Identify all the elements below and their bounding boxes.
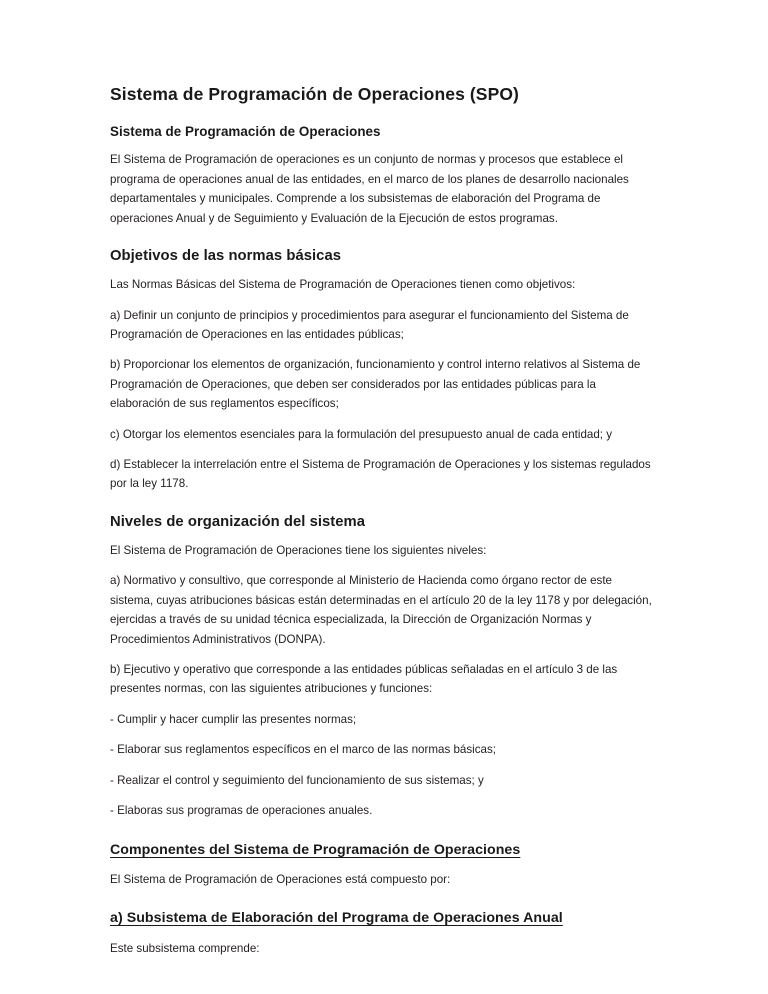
bullet-cumplir-normas: - Cumplir y hacer cumplir las presentes normas; [110, 712, 357, 726]
paragraph-componentes-lead: El Sistema de Programación de Operaciones está compuesto por: [110, 872, 451, 886]
paragraph-nivel-b: b) Ejecutivo y operativo que corresponde a las entidades públicas señaladas en el artículo 3 de las presentes normas, con las siguientes atribuciones y funciones: [110, 663, 618, 696]
section-heading-componentes: Componentes del Sistema de Programación de Operaciones [110, 841, 521, 858]
paragraph-objetivo-d: d) Establecer la interrelación entre el Sistema de Programación de Operaciones y los sistemas regulados por la ley 1178. [110, 458, 651, 491]
bullet-elaborar-reglamentos: - Elaborar sus reglamentos específicos en el marco de las normas básicas; [110, 743, 496, 757]
paragraph-objetivos-lead: Las Normas Básicas del Sistema de Programación de Operaciones tienen como objetivos: [110, 278, 576, 292]
paragraph-objetivo-c: c) Otorgar los elementos esenciales para la formulación del presupuesto anual de cada entidad; y [110, 427, 613, 441]
paragraph-intro: El Sistema de Programación de operaciones es un conjunto de normas y procesos que establece el programa de operaciones anual de las entidades, en el marco de los planes de desarrollo nacionales departamentales y municipales. Comprende a los subsistemas de elaboración del Programa de operaciones Anual y de Seguimiento y Evaluación de la Ejecución de estos programas. [110, 153, 629, 225]
section-heading-subsistema-elaboracion: a) Subsistema de Elaboración del Programa de Operaciones Anual [110, 910, 563, 927]
section-heading-niveles: Niveles de organización del sistema [110, 513, 366, 530]
section-heading-objetivos: Objetivos de las normas básicas [110, 247, 342, 264]
bullet-realizar-control: - Realizar el control y seguimiento del funcionamiento de sus sistemas; y [110, 773, 484, 787]
page-title: Sistema de Programación de Operaciones (SPO) [110, 84, 519, 104]
bullet-elaborar-programas: - Elaboras sus programas de operaciones anuales. [110, 804, 373, 818]
document-body [110, 84, 658, 958]
paragraph-objetivo-b: b) Proporcionar los elementos de organización, funcionamiento y control interno relativos al Sistema de Programación de Operaciones, que deben ser considerados por las entidades públicas para la elaboración de sus reglamentos específicos; [110, 358, 641, 411]
section-heading-intro: Sistema de Programación de Operaciones [110, 123, 381, 139]
paragraph-objetivo-a: a) Definir un conjunto de principios y procedimientos para asegurar el funcionamiento del Sistema de Programación de Operaciones en las entidades públicas; [110, 308, 629, 341]
paragraph-nivel-a: a) Normativo y consultivo, que corresponde al Ministerio de Hacienda como órgano rector de este sistema, cuyas atribuciones básicas están determinadas en el artículo 20 de la ley 1178 y por delegación, ejercidas a través de su unidad técnica especializada, la Dirección de Organización Normas y Procedimientos Administrativos (DONPA). [110, 574, 652, 646]
paragraph-subsistema-lead: Este subsistema comprende: [110, 941, 260, 955]
paragraph-niveles-lead: El Sistema de Programación de Operaciones tiene los siguientes niveles: [110, 544, 487, 558]
